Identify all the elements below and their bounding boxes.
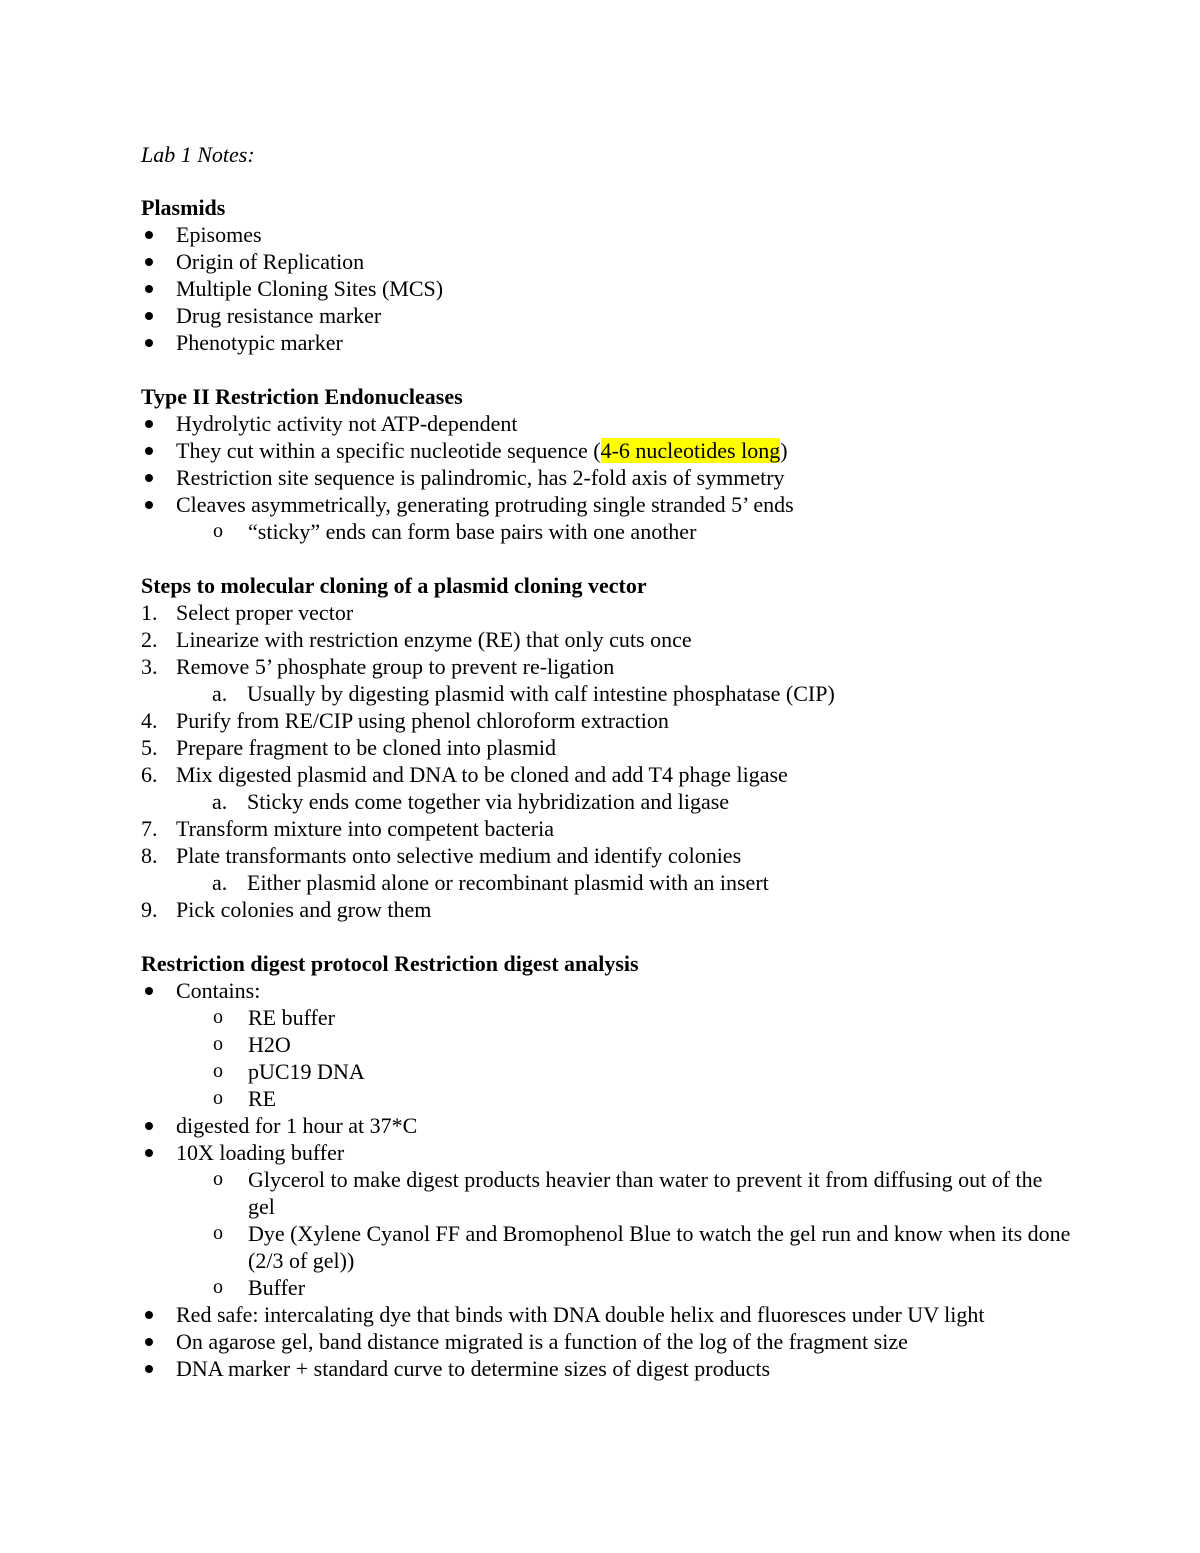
sub-list-item: a. Either plasmid alone or recombinant plasmid with an insert [212,870,769,895]
sub-list-item: o Dye (Xylene Cyanol FF and Bromophenol Blue to watch the gel run and know when its done (2/3 of gel)) [213,1221,1071,1273]
circle-bullet-icon: o [213,1222,223,1244]
list-item: Phenotypic marker [176,330,343,355]
document-page [141,141,1071,1409]
sub-list-item: a. Sticky ends come together via hybridization and ligase [212,789,730,814]
sub-list-item: o “sticky” ends can form base pairs with one another [213,519,697,544]
sub-list-item: o Buffer [213,1275,306,1300]
list-item: Drug resistance marker [176,303,382,328]
circle-bullet-icon: o [213,1060,223,1082]
circle-bullet-icon: o [213,1276,223,1298]
list-item: Episomes [176,222,262,247]
list-item: DNA marker + standard curve to determine sizes of digest products [176,1356,771,1381]
section-steps [141,572,1071,923]
numbered-item: 5. Prepare fragment to be cloned into plasmid [141,735,556,760]
numbered-item: 4. Purify from RE/CIP using phenol chloroform extraction [141,708,669,733]
list-item: Red safe: intercalating dye that binds with DNA double helix and fluoresces under UV light [176,1302,985,1327]
circle-bullet-icon: o [213,1006,223,1028]
list-item: On agarose gel, band distance migrated is a function of the log of the fragment size [176,1329,908,1354]
list-item: Multiple Cloning Sites (MCS) [176,276,444,301]
circle-bullet-icon: o [213,520,223,542]
numbered-item: 8. Plate transformants onto selective medium and identify colonies [141,843,742,868]
section-type2 [141,383,1071,545]
list-item: Origin of Replication [176,249,365,274]
circle-bullet-icon: o [213,1168,223,1190]
list-item: Hydrolytic activity not ATP-dependent [176,411,518,436]
sub-list-item: o Glycerol to make digest products heavier than water to prevent it from diffusing out of the gel [213,1167,1043,1219]
numbered-item: 7. Transform mixture into competent bacteria [141,816,554,841]
list-item: digested for 1 hour at 37*C [176,1113,418,1138]
section-plasmids [141,194,1071,356]
numbered-item: 2. Linearize with restriction enzyme (RE) that only cuts once [141,627,692,652]
list-item: They cut within a specific nucleotide sequence (4-6 nucleotides long) [176,438,788,463]
numbered-item: 9. Pick colonies and grow them [141,897,432,922]
circle-bullet-icon: o [213,1033,223,1055]
list-item: Restriction site sequence is palindromic, has 2-fold axis of symmetry [176,465,785,490]
numbered-item: 1. Select proper vector [141,600,354,625]
list-item: 10X loading buffer [176,1140,345,1165]
sub-list-item: a. Usually by digesting plasmid with calf intestine phosphatase (CIP) [212,681,835,706]
section-digest [141,950,1071,1382]
sub-list-item: o RE [213,1086,277,1111]
section-heading: Steps to molecular cloning of a plasmid cloning vector [141,573,647,598]
section-heading: Plasmids [141,195,226,220]
sub-list-item: o RE buffer [213,1005,335,1030]
section-heading: Type II Restriction Endonucleases [141,384,463,409]
sub-list-item: o H2O [213,1032,291,1057]
section-heading: Restriction digest protocol Restriction digest analysis [141,951,639,976]
page-title: Lab 1 Notes: [141,142,255,167]
list-item: Contains: [176,978,261,1003]
highlighted-text: 4-6 nucleotides long [600,438,781,463]
list-item: Cleaves asymmetrically, generating protruding single stranded 5’ ends [176,492,794,517]
sub-list-item: o pUC19 DNA [213,1059,365,1084]
circle-bullet-icon: o [213,1087,223,1109]
numbered-item: 3. Remove 5’ phosphate group to prevent re-ligation [141,654,615,679]
numbered-item: 6. Mix digested plasmid and DNA to be cloned and add T4 phage ligase [141,762,788,787]
